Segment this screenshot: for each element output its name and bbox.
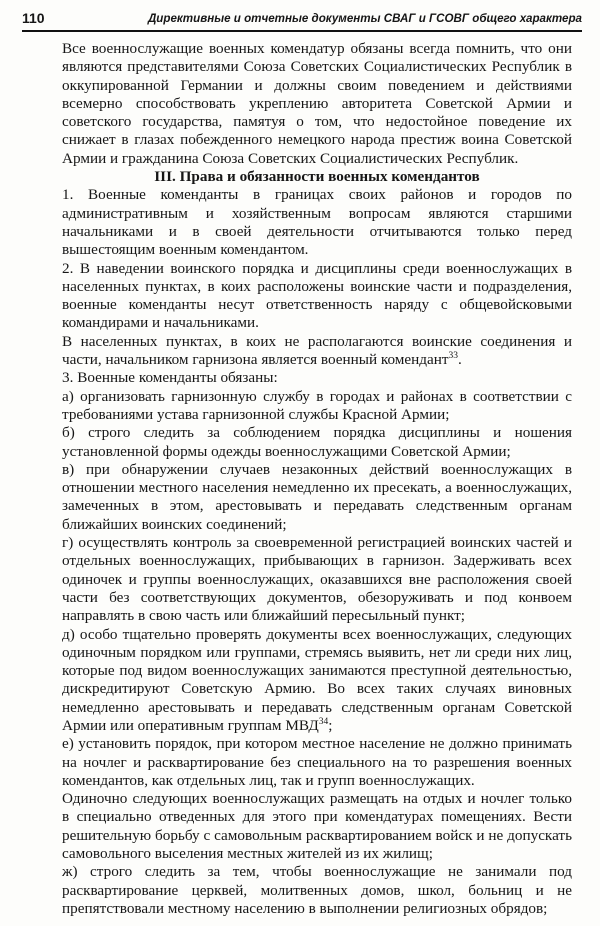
paragraph-1: 1. Военные коменданты в границах своих районов и городов по административным и хозяйственным вопросам являются старшими начальниками и в своей деятельности отчитываются только перед вышестоящим военным комендантом. bbox=[62, 186, 572, 259]
item-zh: ж) строго следить за тем, чтобы военнослужащие не занимали под расквартирование церквей, молитвенных домов, школ, больниц и не препятствовали местному населению в выполнении религиозных обрядов; bbox=[62, 863, 572, 917]
paragraph-3: 3. Военные коменданты обязаны: bbox=[62, 369, 278, 387]
page-number: 110 bbox=[22, 10, 45, 26]
paragraph-2-garrison-text: В населенных пунктах, в коих не располагаются воинские соединения и части, начальником гарнизона является военный комендант bbox=[62, 332, 572, 369]
intro-paragraph: Все военнослужащие военных комендатур обязаны всегда помнить, что они являются представителями Союза Советских Социалистических Республик в оккупированной Германии и должны своим поведением и действиями всемерно способствовать укреплению авторитета Советской Армии и советского государства, памятуя о том, что недостойное поведение их снижает в глазах побежденного немецкого народа престиж воина Советской Армии и гражданина Союза Советских Социалистических Республик. bbox=[62, 40, 572, 167]
running-title: Директивные и отчетные документы СВАГ и ГСОВГ общего характера bbox=[147, 12, 582, 25]
paragraph-2-garrison-end: . bbox=[458, 351, 462, 369]
item-e-continued: Одиночно следующих военнослужащих размещать на отдых и ночлег только в специально отведенных для этого при комендатурах помещениях. Вести решительную борьбу с самовольным расквартированием войск и не допускать самовольного выселения местных жителей из их жилищ; bbox=[62, 790, 572, 863]
footnote-ref-34: 34 bbox=[318, 716, 329, 727]
document-body bbox=[62, 40, 572, 918]
item-b: б) строго следить за соблюдением порядка дисциплины и ношения установленной формы одежды военнослужащими Советской Армии; bbox=[62, 424, 572, 460]
footnote-ref-33: 33 bbox=[448, 350, 459, 361]
item-d-text: д) особо тщательно проверять документы всех военнослужащих, следующих одиночным порядком или группами, стремясь выявить, нет ли среди них лиц, которые под видом военнослужащих занимаются преступной деятельностью, дискредитируют Советскую Армию. Во всех таких случаях виновных немедленно арестовывать и передавать следственным органам Советской Армии или оперативным группам МВД bbox=[62, 625, 572, 734]
item-e: е) установить порядок, при котором местное население не должно принимать на ночлег и расквартирование без специального на то разрешения военных комендантов, как отдельных лиц, так и групп военнослужащих. bbox=[62, 735, 572, 789]
item-d bbox=[62, 626, 572, 736]
page-header bbox=[22, 8, 582, 32]
section-title: III. Права и обязанности военных комендантов bbox=[154, 168, 480, 186]
paragraph-2-garrison bbox=[62, 333, 572, 370]
item-v: в) при обнаружении случаев незаконных действий военнослужащих в отношении местного населения немедленно их пресекать, а военнослужащих, замеченных в этом, арестовывать и передавать следственным органам ближайших воинских соединений; bbox=[62, 460, 572, 533]
paragraph-2: 2. В наведении воинского порядка и дисциплины среди военнослужащих в населенных пунктах, в коих расположены воинские части и подразделения, военные коменданты несут ответственность наряду с общевойсковыми командирами и начальниками. bbox=[62, 259, 572, 332]
item-d-end: ; bbox=[328, 716, 333, 734]
item-a: а) организовать гарнизонную службу в городах и районах в соответствии с требованиями устава гарнизонной службы Красной Армии; bbox=[62, 387, 572, 423]
item-g: г) осуществлять контроль за своевременной регистрацией воинских частей и отдельных военнослужащих, прибывающих в гарнизон. Задерживать всех одиночек и группы военнослужащих, оказавшихся вне расположения своей части без соответствующих документов, обезоруживать и под конвоем направлять в свою часть или ближайший пересыльный пункт; bbox=[62, 534, 572, 625]
